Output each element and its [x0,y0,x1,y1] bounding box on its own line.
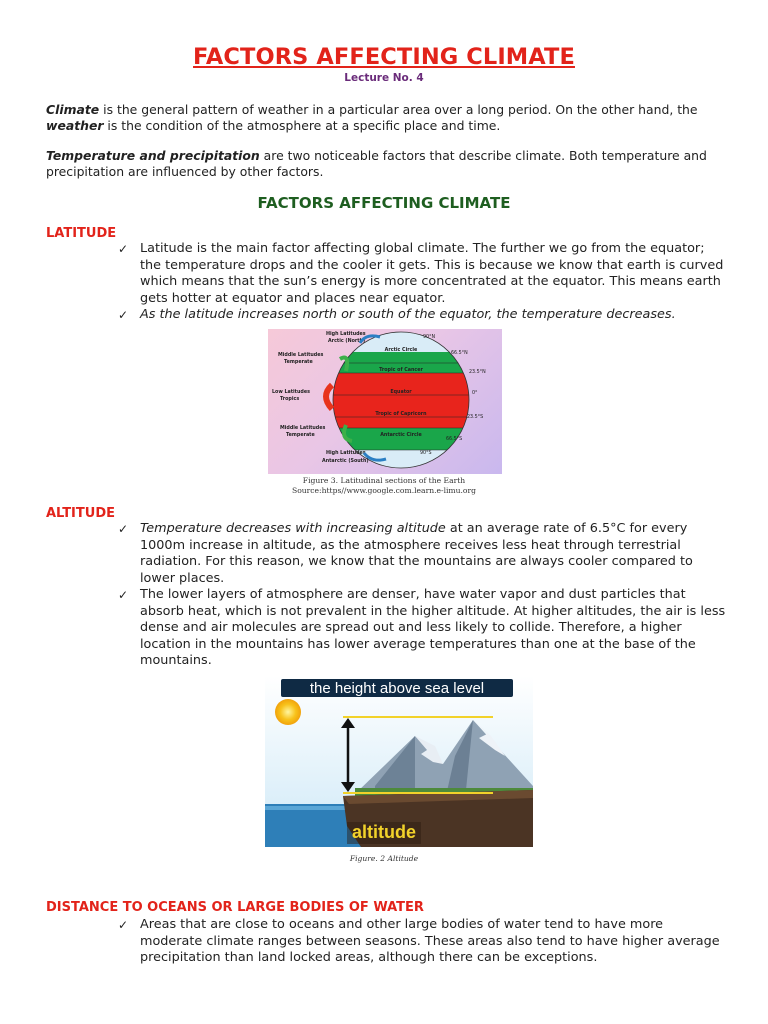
term-temperature-precipitation: Temperature and precipitation [46,148,260,163]
intro-text-1: is the general pattern of weather in a particular area over a long period. On the other hand, the [99,102,698,117]
label-high-lat-n: High Latitudes [326,332,366,337]
intro-text-2: is the condition of the atmosphere at a specific place and time. [103,117,501,133]
checkmark-icon: ✓ [118,588,129,602]
label-mid-lat-n: Middle Latitudes [278,353,324,358]
label-antarctic-circle: Antarctic Circle [380,433,422,438]
label-90s: 90°S [420,451,432,456]
latitudinal-sections-figure [268,329,502,474]
label-low-lat: Low Latitudes [272,390,310,395]
checkmark-icon: ✓ [118,308,129,322]
intro-paragraph-factors [46,148,726,179]
latitude-bullet-1 [118,241,728,307]
arrow-tropics-icon [326,385,332,409]
label-mid-lat-s: Middle Latitudes [280,426,326,431]
page-title: FACTORS AFFECTING CLIMATE [193,44,575,70]
checkmark-icon: ✓ [118,918,129,932]
latitude-heading: LATITUDE [46,226,117,241]
sun-icon [275,699,301,725]
label-66-5s: 66.5°S [446,437,463,442]
label-arctic-north: Arctic (North) [328,339,366,344]
altitude-bullet-1-italic: Temperature decreases with increasing altitude [140,521,446,536]
figure-banner-text: the height above sea level [309,680,485,697]
altitude-figure [265,676,533,847]
label-tropic-capricorn: Tropic of Capricorn [375,412,427,417]
label-23-5s: 23.5°S [467,415,484,420]
figure2-caption: Figure. 2 Altitude [349,854,419,863]
section-heading: FACTORS AFFECTING CLIMATE [257,194,511,212]
label-tropics: Tropics [280,397,300,402]
label-66-5n: 66.5°N [451,351,468,356]
altitude-heading: ALTITUDE [46,506,115,521]
figure3-source: Source:https//www.google.com.learn.e-limu.org [292,486,476,495]
label-23-5n: 23.5°N [469,370,486,375]
checkmark-icon: ✓ [118,522,129,536]
label-tropic-cancer: Tropic of Cancer [379,368,423,373]
oceans-heading: DISTANCE TO OCEANS OR LARGE BODIES OF WATER [46,900,424,915]
label-temperate-s: Temperate [286,433,315,438]
term-weather: weather [46,117,104,133]
latitude-bullet-2-text: As the latitude increases north or south of the equator, the temperature decreases. [140,307,676,322]
lecture-number: Lecture No. 4 [344,72,424,84]
term-climate: Climate [46,102,100,117]
oceans-bullet-1 [118,917,728,967]
label-antarctic-south: Antarctic (South) [322,459,369,464]
altitude-bullet-1 [118,521,728,587]
label-90n: 90°N [423,335,436,340]
label-high-lat-s: High Latitudes [326,451,366,456]
label-temperate-n: Temperate [284,360,313,365]
latitude-bullet-1-text: Latitude is the main factor affecting global climate. The further we go from the equator; the temperature drops and the cooler it gets. This is because we know that earth is curved which means that the sun’s energy is more concentrated at the equator. This means earth gets hotter at equator and places near equator. [140,241,724,306]
altitude-bullet-2-text: The lower layers of atmosphere are denser, have water vapor and dust particles that absorb heat, which is not prevalent in the higher altitude. At higher altitudes, the air is less dense and air molecules are spread out and less likely to collide. Therefore, a higher location in the mountains has lower average temperatures than one at the base of the mountains. [140,587,726,669]
label-arctic-circle: Arctic Circle [384,348,418,353]
figure3-caption: Figure 3. Latitudinal sections of the Earth [302,476,466,485]
checkmark-icon: ✓ [118,242,129,256]
oceans-bullet-1-text: Areas that are close to oceans and other large bodies of water tend to have more moderate climate ranges between seasons. These areas also tend to have higher average precipitation than land locked areas, although there can be exceptions. [140,917,720,966]
altitude-bullet-1-text [140,521,728,587]
label-equator: Equator [390,390,412,395]
figure-altitude-word: altitude [351,822,417,842]
label-0deg: 0° [472,391,478,396]
altitude-bullet-1-rest: at an average rate of 6.5°C for every 1000m increase in altitude, as the atmosphere receives less heat through terrestrial radiation. For this reason, we know that the mountains are always cooler compared to lower places. [140,521,693,586]
intro-text-3: are two noticeable factors that describe climate. Both temperature and precipitation are influenced by other factors. [46,148,707,179]
altitude-bullet-2 [118,587,728,670]
latitude-bullet-2 [118,307,728,324]
intro-paragraph-climate [46,102,726,133]
